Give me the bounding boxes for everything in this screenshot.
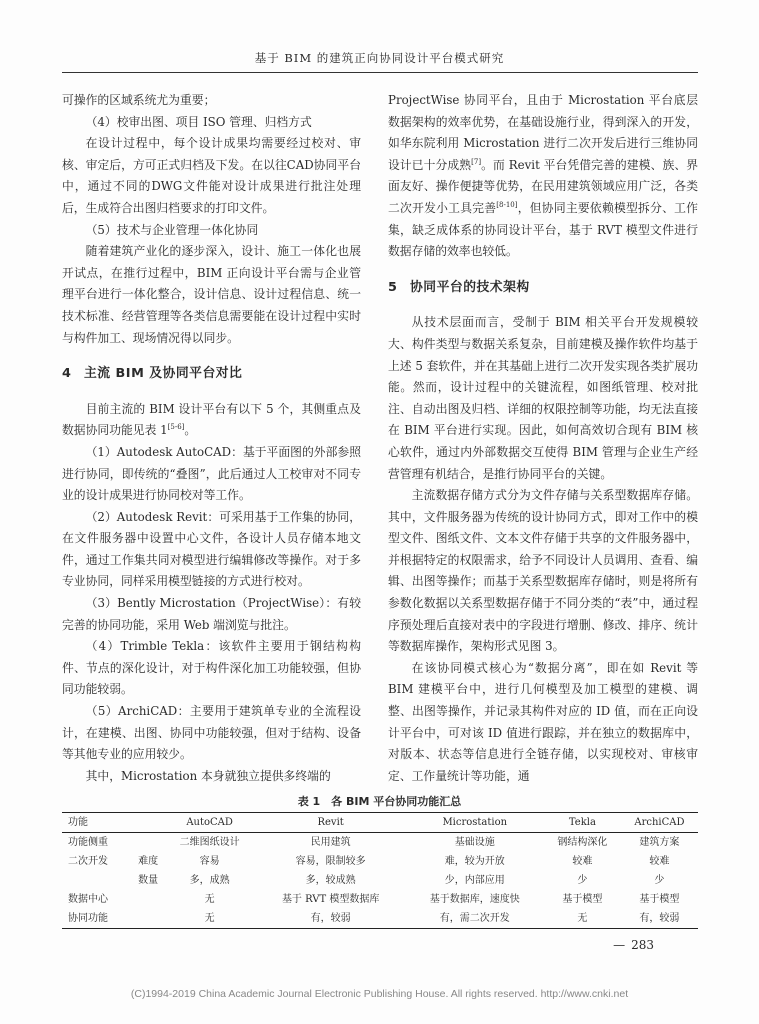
table-cell: 功能侧重 [68, 837, 108, 848]
table-cell: 少，内部应用 [444, 875, 505, 886]
page-dash: — [613, 938, 626, 952]
table-cell: 基于模型 [562, 894, 603, 905]
table-row [62, 909, 698, 929]
table-cell: 容易，限制较多 [295, 856, 366, 867]
running-header: 基于 BIM 的建筑正向协同设计平台模式研究 [254, 51, 505, 65]
paragraph: 其中，Microstation 本身就独立提供多终端的 [85, 768, 331, 783]
page-number-value: 283 [631, 938, 654, 952]
table-cell: 有，较弱 [621, 909, 698, 929]
citation: [7] [471, 157, 482, 166]
paragraph-text: 目前主流的 BIM 设计平台有以下 5 个，其侧重点及数据协同功能见表 1 [62, 401, 361, 438]
section-title: 协同平台的技术架构 [410, 279, 530, 295]
table-cell: 钢结构深化 [557, 837, 608, 848]
citation: [5-6] [167, 423, 185, 432]
section-number: 5 [388, 279, 398, 295]
right-column [388, 90, 698, 787]
paragraph-text: 。 [184, 423, 197, 438]
paragraph: 在设计过程中，每个设计成果均需要经过校对、审核、审定后，方可正式归档及下发。在以往CAD协同平台中，通过不同的DWG文件能对设计成果进行批注处理后，生成符合出图归档要求的打印文件。 [62, 136, 361, 215]
header-cell: 功能 [62, 813, 133, 833]
copyright-footer: (C)1994-2019 China Academic Journal Electronic Publishing House. All rights reserved. http://www.cnki.net [130, 988, 629, 1000]
left-column [62, 90, 361, 787]
table-cell: 民用建筑 [310, 837, 351, 848]
paragraph: 主流数据存储方式分为文件存储与关系型数据库存储。其中，文件服务器为传统的设计协同方式，即对工作中的模型文件、图纸文件、文本文件存储于共享的文件服务器中，并根据特定的权限需求，给予不同设计人员调用、查看、编辑、出图等操作；而基于关系型数据库存储时，则是将所有参数化数据以关系型数据存储于不同分类的“表”中，通过程序预处理后直接对表中的字段进行增删、修改、排序、统计等数据库操作，架构形式见图 3。 [388, 488, 698, 654]
table-caption: 表 1 各 BIM 平台协同功能汇总 [297, 795, 462, 808]
header-cell [133, 813, 164, 833]
citation: [8-10] [496, 201, 518, 210]
paragraph: （5）ArchiCAD：主要用于建筑单专业的全流程设计，在建模、出图、协同中功能较强，但对于结构、设备等其他专业的应用较少。 [62, 704, 361, 762]
table-row [62, 871, 698, 890]
table-cell [62, 871, 133, 890]
section-title: 主流 BIM 及协同平台对比 [84, 366, 243, 382]
paragraph: （4）Trimble Tekla：该软件主要用于钢结构构件、节点的深化设计，对于构件深化加工功能较强，但协同功能较弱。 [62, 639, 361, 697]
table-cell: 无 [163, 909, 255, 929]
table-cell: 无 [204, 894, 215, 905]
header-rule [62, 72, 698, 73]
subheading: （4）校审出图、项目 ISO 管理、归档方式 [85, 114, 312, 129]
table-cell: 基于数据库，速度快 [429, 894, 520, 905]
section-number: 4 [62, 366, 72, 382]
platform-comparison-table [62, 812, 698, 929]
table-cell: 二次开发 [68, 856, 108, 867]
paragraph [388, 90, 698, 263]
table-cell: 较难 [572, 856, 593, 867]
header-cell: Microstation [406, 813, 544, 833]
table-cell: 二维图纸设计 [179, 837, 240, 848]
table-cell: 数量 [138, 875, 159, 886]
header-cell: AutoCAD [163, 813, 255, 833]
page-number [613, 938, 654, 952]
table-cell [133, 909, 164, 929]
paragraph: （2）Autodesk Revit：可采用基于工作集的协同，在文件服务器中设置中心文件，各设计人员存储本地文件，通过工作集共同对模型进行编辑修改等操作。对于多专业协同，同样采用模型链接的方式进行校对。 [62, 509, 361, 589]
table-row [62, 833, 698, 853]
paragraph: （1）Autodesk AutoCAD：基于平面图的外部参照进行协同，即传统的“叠图”，此后通过人工校审对不同专业的设计成果进行协同校对等工作。 [62, 444, 361, 503]
table-cell [133, 833, 164, 853]
table-cell: 难度 [138, 856, 159, 867]
header-cell: Tekla [544, 813, 621, 833]
table-row [62, 852, 698, 871]
table-cell: 较难 [649, 856, 670, 867]
table-cell: 难，较为开放 [444, 856, 505, 867]
table-cell [133, 890, 164, 909]
table-cell: 数据中心 [68, 894, 108, 905]
table-cell: 少 [577, 875, 588, 886]
table-cell: 建筑方案 [639, 837, 680, 848]
paragraph-text: ProjectWise 协同平台，且由于 Microstation 平台底层数据架构的效率优势，在基础设施行业，得到深入的开发，如华东院利用 Microstation 进行二次开发后进行三维协同设计已十分成熟 [388, 93, 698, 172]
paragraph: （3）Bently Microstation（ProjectWise）：有较完善的协同功能，采用 Web 端浏览与批注。 [62, 596, 361, 632]
table-cell: 基于模型 [639, 894, 680, 905]
table-cell: 基于 RVT 模型数据库 [281, 894, 380, 905]
paragraph: 从技术层面而言，受制于 BIM 相关平台开发规模较大、构件类型与数据关系复杂，目前建模及操作软件均基于上述 5 套软件，并在其基础上进行二次开发实现各类扩展功能。然而，设计过程中的关键流程，如图纸管理、校对批注、自动出图及归档、详细的权限控制等功能，均无法直接在 BIM 平台进行实现。因此，如何高效切合现有 BIM 核心软件，通过内外部数据交互使得 BIM 管理与企业生产经营管理有机结合，是推行协同平台的关键。 [388, 315, 698, 481]
table-cell: 多，较成熟 [305, 875, 356, 886]
paragraph [62, 399, 361, 442]
table-header-row [62, 813, 698, 833]
subheading: （5）技术与企业管理一体化协同 [85, 222, 259, 237]
paragraph: 随着建筑产业化的逐步深入，设计、施工一体化也展开试点，在推行过程中，BIM 正向设计平台需与企业管理平台进行一体化整合，设计信息、设计过程信息、统一技术标准、经营管理等各类信息需要能在设计过程中实时与构件加工、现场情况得以同步。 [62, 244, 361, 345]
table-cell: 无 [544, 909, 621, 929]
table-cell: 有，需二次开发 [406, 909, 544, 929]
table-cell: 少 [654, 875, 665, 886]
paragraph: 可操作的区域系统尤为重要； [62, 93, 216, 107]
table-row [62, 890, 698, 909]
table-cell: 有，较弱 [256, 909, 406, 929]
header-cell: Revit [256, 813, 406, 833]
paragraph-text: 。而 Revit 平台凭借完善的建模、族、界面友好、操作便捷等优势，在民用建筑领域应用广泛，各类二次开发小工具完善 [388, 157, 698, 215]
header-cell: ArchiCAD [621, 813, 698, 833]
paragraph: 在该协同模式核心为“数据分离”，即在如 Revit 等 BIM 建模平台中，进行几何模型及加工模型的建模、调整、出图等操作，并记录其构件对应的 ID 值，而在正向设计平台中，可对该 ID 值进行跟踪，并在独立的数据库中，对版本、状态等信息进行全链存储，以实现校对、审核审定、工作量统计等功能，通 [388, 660, 698, 783]
table-cell: 协同功能 [62, 909, 133, 929]
paragraph-text: ，但协同主要依赖模型拆分、工作集，缺乏成体系的协同设计平台，基于 RVT 模型文件进行数据存储的效率也较低。 [388, 200, 698, 259]
section-heading-4 [62, 363, 361, 385]
table-cell: 容易 [199, 856, 220, 867]
table-cell: 基础设施 [454, 837, 495, 848]
table-cell: 多，成熟 [189, 875, 230, 886]
section-heading-5 [388, 277, 698, 299]
